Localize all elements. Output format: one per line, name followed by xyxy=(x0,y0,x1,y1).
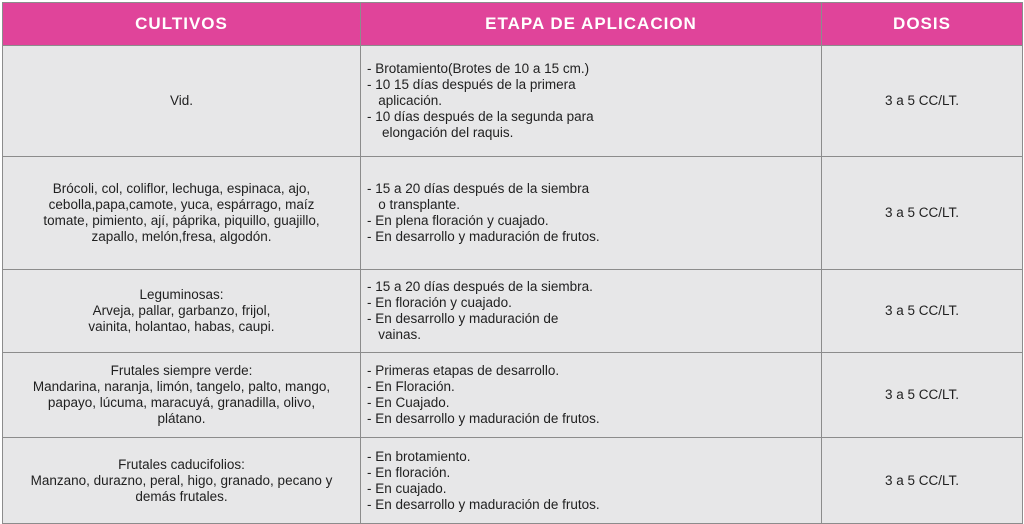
stage-line: - En cuajado. xyxy=(367,480,447,496)
stage-line: - En desarrollo y maduración de frutos. xyxy=(367,229,600,244)
stage-cell xyxy=(361,46,822,157)
stage-line: elongación del raquis. xyxy=(367,125,514,140)
stage-line: - 10 15 días después de la primera xyxy=(367,77,576,92)
crop-cell xyxy=(3,157,361,270)
stage-line: - 15 a 20 días después de la siembra. xyxy=(367,279,593,294)
crop-line: demás frutales. xyxy=(135,488,228,504)
table-row xyxy=(3,353,1023,438)
crop-cell xyxy=(3,46,361,157)
crop-line: Frutales caducifolios: xyxy=(118,456,245,472)
dose-cell: 3 a 5 CC/LT. xyxy=(822,270,1023,353)
stage-line: - En desarrollo y maduración de xyxy=(367,311,559,326)
stage-line: - En Floración. xyxy=(367,379,455,394)
crop-line: Brócoli, col, coliflor, lechuga, espinaca, ajo, xyxy=(52,181,311,196)
crop-line: Frutales siempre verde: xyxy=(110,363,253,378)
crop-line: tomate, pimiento, ají, páprika, piquillo, guajillo, xyxy=(43,213,320,228)
crop-line: vainita, holantao, habas, caupi. xyxy=(88,319,275,334)
stage-cell xyxy=(361,270,822,353)
dose-cell: 3 a 5 CC/LT. xyxy=(822,438,1023,524)
table-row xyxy=(3,438,1023,524)
crop-line: cebolla,papa,camote, yuca, espárrago, maíz xyxy=(48,197,315,212)
stage-cell xyxy=(361,353,822,438)
stage-line: - En plena floración y cuajado. xyxy=(367,213,549,228)
stage-line: - 10 días después de la segunda para xyxy=(367,109,594,124)
stage-line: aplicación. xyxy=(367,93,443,108)
table-row xyxy=(3,270,1023,353)
dose-cell: 3 a 5 CC/LT. xyxy=(822,46,1023,157)
header-stage: ETAPA DE APLICACION xyxy=(361,3,822,46)
crop-line: Arveja, pallar, garbanzo, frijol, xyxy=(92,303,271,318)
stage-line: - En desarrollo y maduración de frutos. xyxy=(367,411,600,426)
table-body xyxy=(3,46,1023,524)
table-header-row xyxy=(3,3,1023,46)
stage-line: - Brotamiento(Brotes de 10 a 15 cm.) xyxy=(367,61,590,76)
stage-cell xyxy=(361,157,822,270)
stage-line: vainas. xyxy=(367,327,422,342)
header-dose: DOSIS xyxy=(822,3,1023,46)
stage-line: - Primeras etapas de desarrollo. xyxy=(367,363,560,378)
crop-line: zapallo, melón,fresa, algodón. xyxy=(91,229,272,244)
application-table xyxy=(2,2,1023,524)
stage-line: o transplante. xyxy=(367,197,461,212)
header-crops: CULTIVOS xyxy=(3,3,361,46)
stage-line: - En brotamiento. xyxy=(367,448,471,464)
stage-line: - En floración y cuajado. xyxy=(367,295,512,310)
stage-line: - 15 a 20 días después de la siembra xyxy=(367,181,590,196)
crop-line: papayo, lúcuma, maracuyá, granadilla, olivo, xyxy=(47,395,316,410)
table-row xyxy=(3,46,1023,157)
crop-cell xyxy=(3,270,361,353)
crop-line: Vid. xyxy=(169,93,194,108)
stage-line: - En Cuajado. xyxy=(367,395,450,410)
crop-line: Leguminosas: xyxy=(139,287,224,302)
crop-line: Mandarina, naranja, limón, tangelo, palto, mango, xyxy=(32,379,331,394)
table-row xyxy=(3,157,1023,270)
crop-line: Manzano, durazno, peral, higo, granado, pecano y xyxy=(30,472,333,488)
dose-cell: 3 a 5 CC/LT. xyxy=(822,353,1023,438)
stage-line: - En desarrollo y maduración de frutos. xyxy=(367,496,600,512)
crop-cell xyxy=(3,438,361,524)
stage-line: - En floración. xyxy=(367,464,451,480)
stage-cell xyxy=(361,438,822,524)
crop-line: plátano. xyxy=(157,411,206,426)
dose-cell: 3 a 5 CC/LT. xyxy=(822,157,1023,270)
crop-cell xyxy=(3,353,361,438)
